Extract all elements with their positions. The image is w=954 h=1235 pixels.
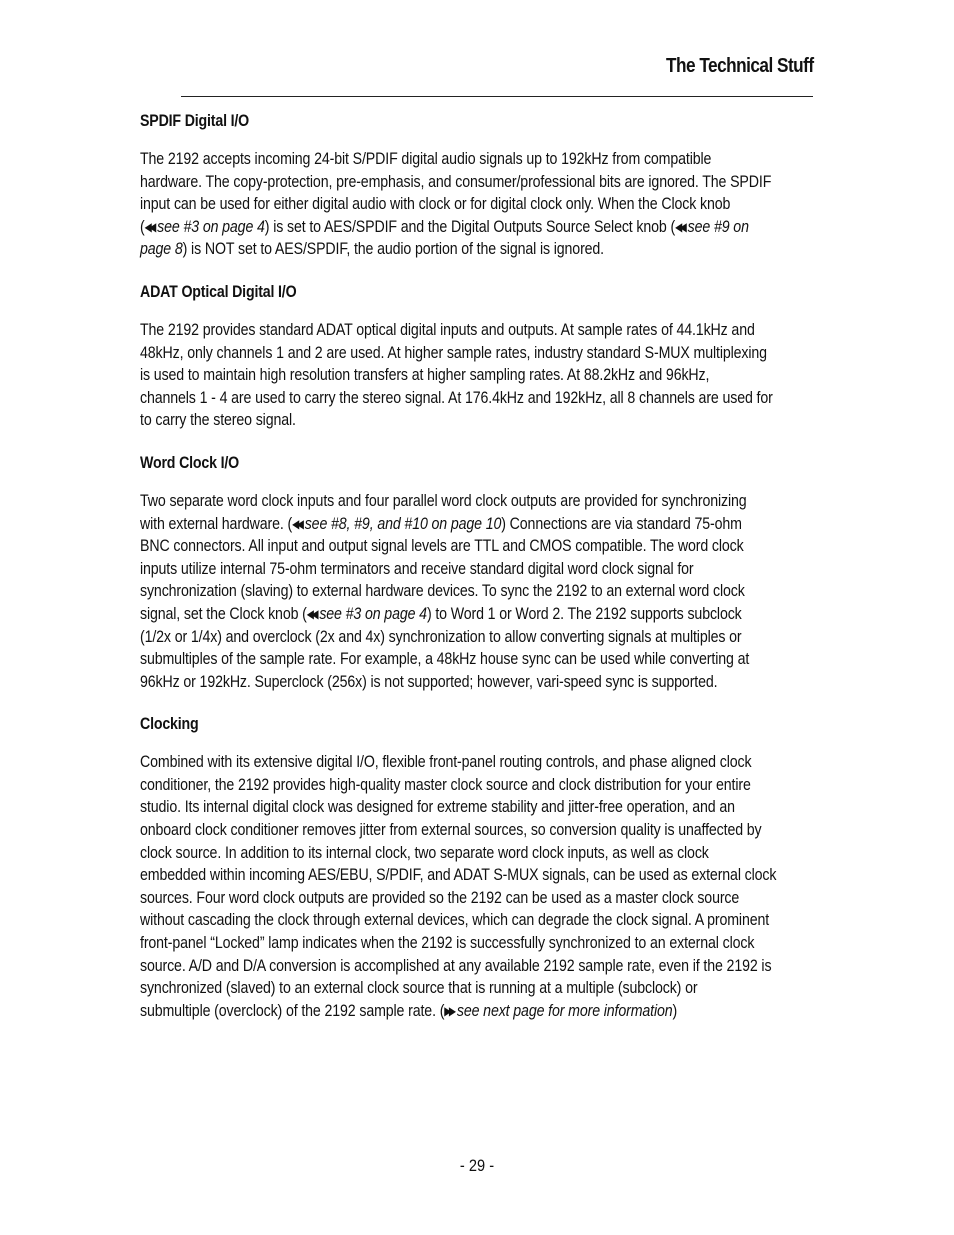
text-line: submultiples of the sample rate. For example, a 48kHz house sync can be used while converting at xyxy=(140,650,750,669)
text-line: Two separate word clock inputs and four parallel word clock outputs are provided for synchronizing xyxy=(140,491,747,510)
text-line: is used to maintain high resolution transfers at higher sampling rates. At 88.2kHz and 96kHz, xyxy=(140,366,710,385)
running-header-title: The Technical Stuff xyxy=(666,55,814,77)
cross-reference-link[interactable]: page 8 xyxy=(140,240,183,259)
text-line: front-panel “Locked” lamp indicates when the 2192 is successfully synchronized to an external clock xyxy=(140,934,755,953)
rewind-icon: ◀◀ xyxy=(144,219,154,234)
text-line: hardware. The copy-protection, pre-emphasis, and consumer/professional bits are ignored. The SPDIF xyxy=(140,172,772,191)
text-line: The 2192 accepts incoming 24-bit S/PDIF digital audio signals up to 192kHz from compatible xyxy=(140,150,712,168)
text-line: inputs utilize internal 75-ohm terminators and receive standard digital word clock signal for xyxy=(140,559,694,578)
text-line: (1/2x or 1/4x) and overclock (2x and 4x) synchronization to allow converting signals at multiples or xyxy=(140,627,742,646)
text-line: onboard clock conditioner removes jitter from external sources, so conversion quality is unaffected by xyxy=(140,821,762,840)
cross-reference-link[interactable]: see #3 on page 4 xyxy=(157,217,265,236)
section-heading-adat: ADAT Optical Digital I/O xyxy=(140,282,297,301)
text-fragment: with external hardware. ( xyxy=(140,514,293,533)
header-rule xyxy=(181,96,813,97)
text-fragment: ) Connections are via standard 75-ohm xyxy=(501,514,742,533)
text-line: clock source. In addition to its internal clock, two separate word clock inputs, as well as clock xyxy=(140,843,709,862)
section-heading-word-clock: Word Clock I/O xyxy=(140,453,240,472)
fast-forward-icon: ▶▶ xyxy=(444,1003,454,1018)
text-fragment: ) is set to AES/SPDIF and the Digital Outputs Source Select knob ( xyxy=(264,217,676,236)
cross-reference-link[interactable]: see next page for more information xyxy=(456,1001,673,1020)
text-line xyxy=(140,238,811,261)
text-line: embedded within incoming AES/EBU, S/PDIF, and ADAT S-MUX signals, can be used as external clock xyxy=(140,866,777,885)
text-fragment: ) is NOT set to AES/SPDIF, the audio portion of the signal is ignored. xyxy=(182,240,605,259)
text-line: without cascading the clock through external devices, which can degrade the clock signal. A prominent xyxy=(140,911,770,930)
text-line: source. A/D and D/A conversion is accomplished at any available 2192 sample rate, even if the 2192 is xyxy=(140,956,772,975)
text-line xyxy=(140,603,811,626)
text-line: channels 1 - 4 are used to carry the stereo signal. At 176.4kHz and 192kHz, all 8 channels are used for xyxy=(140,388,773,407)
section-heading-clocking: Clocking xyxy=(140,715,199,734)
text-line: input can be used for either digital audio with clock or for digital clock only. When the Clock knob xyxy=(140,195,731,214)
text-fragment: ( xyxy=(140,217,145,236)
text-line: sources. Four word clock outputs are provided so the 2192 can be used as a master clock source xyxy=(140,888,740,907)
paragraph-adat xyxy=(140,319,811,432)
text-line: 96kHz or 192kHz. Superclock (256x) is not supported; however, vari-speed sync is supported. xyxy=(140,672,718,691)
text-line: BNC connectors. All input and output signal levels are TTL and CMOS compatible. The word clock xyxy=(140,537,744,556)
cross-reference-link[interactable]: see #9 on xyxy=(687,217,749,236)
text-line: conditioner, the 2192 provides high-quality master clock source and clock distribution for your entire xyxy=(140,775,751,794)
text-line: synchronized (slaved) to an external clock source that is running at a multiple (subclock) or xyxy=(140,979,698,998)
text-line xyxy=(140,513,811,536)
cross-reference-link[interactable]: see #3 on page 4 xyxy=(319,604,427,623)
text-line xyxy=(140,216,811,239)
text-line: studio. Its internal digital clock was designed for extreme stability and jitter-free operation, and an xyxy=(140,798,735,817)
section-heading-spdif: SPDIF Digital I/O xyxy=(140,112,250,130)
page-content xyxy=(140,112,811,1044)
rewind-icon: ◀◀ xyxy=(306,606,316,621)
text-fragment: signal, set the Clock knob ( xyxy=(140,604,307,623)
text-fragment: submultiple (overclock) of the 2192 sample rate. ( xyxy=(140,1001,445,1020)
paragraph-spdif xyxy=(140,148,811,261)
paragraph-word-clock xyxy=(140,490,811,693)
text-line: 48kHz, only channels 1 and 2 are used. At higher sample rates, industry standard S-MUX multiplexing xyxy=(140,343,767,362)
paragraph-clocking xyxy=(140,751,811,1022)
text-line xyxy=(140,1000,811,1023)
rewind-icon: ◀◀ xyxy=(292,516,302,531)
text-fragment: ) to Word 1 or Word 2. The 2192 supports subclock xyxy=(426,604,742,623)
cross-reference-link[interactable]: see #8, #9, and #10 on page 10 xyxy=(304,514,502,533)
text-fragment: ) xyxy=(672,1001,678,1020)
text-line: to carry the stereo signal. xyxy=(140,411,296,430)
page-number: - 29 - xyxy=(459,1156,495,1175)
text-line: synchronization (slaving) to external hardware devices. To sync the 2192 to an external word clock xyxy=(140,582,745,601)
text-line: Combined with its extensive digital I/O, flexible front-panel routing controls, and phase aligned clock xyxy=(140,753,752,772)
text-line: The 2192 provides standard ADAT optical digital inputs and outputs. At sample rates of 44.1kHz and xyxy=(140,320,755,339)
rewind-icon: ◀◀ xyxy=(675,219,685,234)
